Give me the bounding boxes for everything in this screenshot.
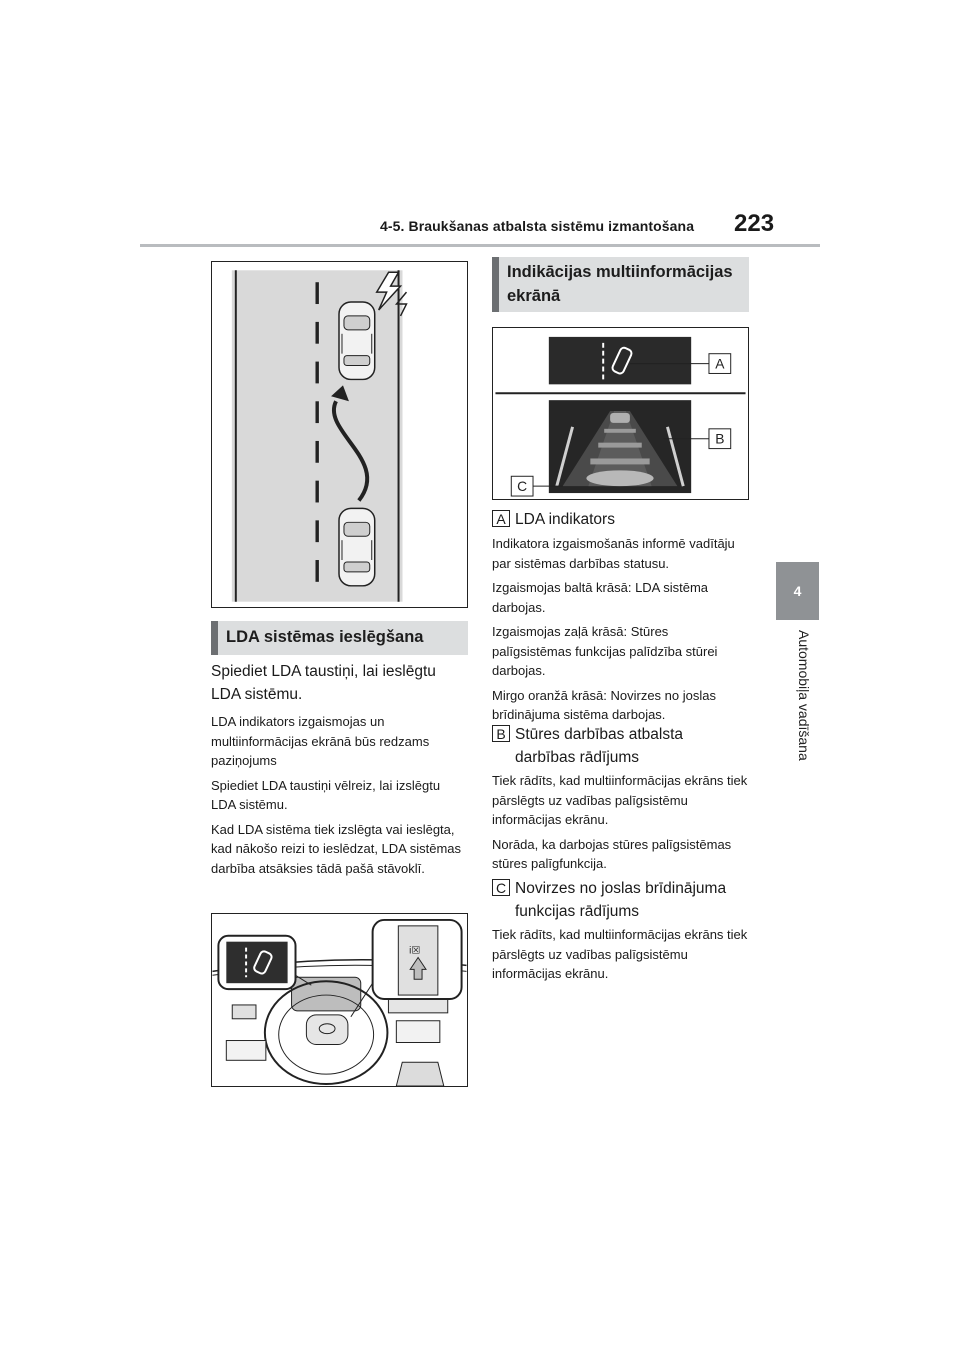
chapter-label: Automobiļa vadīšana [796, 630, 812, 761]
car-bottom-icon [339, 508, 375, 585]
callout-b: B [715, 430, 725, 447]
car-top-icon [339, 302, 375, 379]
item-lane-departure-warning [492, 877, 749, 924]
page-number: 223 [734, 210, 775, 237]
indications-heading [492, 257, 749, 312]
paragraph: Tiek rādīts, kad multiinformācijas ekrāns tiek pārslēgts uz vadības palīgsistēmu informācijas ekrānu. [492, 927, 748, 981]
paragraph: LDA indikators izgaismojas un multiinformācijas ekrānā būs redzams paziņojums [211, 714, 430, 768]
header-divider [140, 244, 820, 247]
callout-c: C [517, 478, 528, 495]
badge-b: B [492, 725, 510, 742]
item-steering-assist [492, 723, 749, 770]
callout-a: A [715, 355, 725, 372]
paragraph: Mirgo oranžā krāsā: Novirzes no joslas brīdinājuma sistēma darbojas. [492, 687, 716, 722]
chapter-tab: 4 [776, 562, 819, 620]
badge-c: C [492, 879, 510, 896]
svg-text:i☒: i☒ [409, 945, 421, 957]
item-a-body [492, 534, 749, 730]
paragraph: Kad LDA sistēma tiek izslēgta vai ieslēgta, kad nākošo reizi to ieslēdzat, LDA sistēmas darbība atsāksies tādā pašā stāvoklī. [211, 821, 462, 876]
dashboard-illustration [211, 913, 468, 1087]
lane-departure-illustration [211, 261, 468, 608]
multi-info-display-illustration [492, 327, 749, 500]
lda-activation-body [211, 712, 468, 883]
lda-activation-lead: Spiediet LDA taustiņi, lai ieslēgtu LDA sistēmu. [211, 663, 436, 704]
lda-activation-heading-text: LDA sistēmas ieslēgšana [226, 628, 424, 647]
paragraph: Indikatora izgaismošanās informē vadītāju par sistēmas darbības statusu. [492, 536, 735, 571]
badge-a: A [492, 510, 510, 527]
item-b-body [492, 771, 749, 879]
item-c-body [492, 925, 749, 989]
paragraph: Tiek rādīts, kad multiinformācijas ekrāns tiek pārslēgts uz vadības palīgsistēmu informācijas ekrānu. [492, 773, 748, 827]
item-title: LDA indikators [515, 511, 615, 528]
section-title: 4-5. Braukšanas atbalsta sistēmu izmantošana [380, 218, 695, 234]
item-title: Novirzes no joslas brīdinājuma funkcijas rādījums [515, 880, 727, 921]
item-title: Stūres darbības atbalsta darbības rādījums [515, 726, 684, 767]
paragraph: Spiediet LDA taustiņi vēlreiz, lai izslēgtu LDA sistēmu. [211, 777, 441, 812]
paragraph: Izgaismojas zaļā krāsā: Stūres palīgsistēmas funkcijas palīdzība stūrei darbojas. [492, 624, 718, 678]
lda-activation-heading [211, 621, 468, 655]
paragraph: Izgaismojas baltā krāsā: LDA sistēma darbojas. [492, 580, 709, 615]
indications-heading-text: Indikācijas multiinformācijas ekrānā [507, 262, 733, 305]
paragraph: Norāda, ka darbojas stūres palīgsistēmas stūres palīgfunkcija. [492, 836, 732, 871]
item-lda-indicator [492, 508, 749, 531]
